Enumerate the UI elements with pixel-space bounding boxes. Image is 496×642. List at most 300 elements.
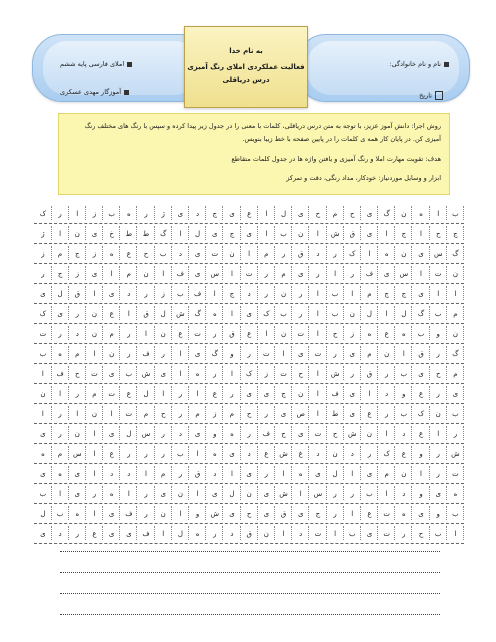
grid-cell[interactable]: ی bbox=[34, 290, 51, 298]
grid-cell[interactable]: ط bbox=[137, 230, 154, 238]
grid-cell[interactable]: ت bbox=[258, 350, 275, 358]
grid-cell[interactable]: د bbox=[292, 530, 309, 538]
grid-cell[interactable]: ی bbox=[34, 530, 51, 538]
grid-cell[interactable]: س bbox=[137, 430, 154, 438]
grid-cell[interactable]: ت bbox=[34, 330, 51, 338]
grid-cell[interactable]: ا bbox=[189, 490, 206, 498]
grid-cell[interactable]: ا bbox=[189, 450, 206, 458]
grid-cell[interactable]: ت bbox=[447, 470, 464, 478]
grid-cell[interactable]: و bbox=[412, 490, 429, 498]
grid-cell[interactable]: ع bbox=[395, 450, 412, 458]
word-search-grid[interactable] bbox=[34, 204, 464, 544]
grid-cell[interactable]: ی bbox=[344, 390, 361, 398]
grid-cell[interactable]: س bbox=[69, 450, 86, 458]
grid-cell[interactable]: ف bbox=[361, 270, 378, 278]
grid-cell[interactable]: ق bbox=[223, 330, 240, 338]
name-field[interactable] bbox=[389, 60, 449, 68]
grid-cell[interactable]: د bbox=[223, 530, 240, 538]
grid-cell[interactable]: ق bbox=[412, 350, 429, 358]
grid-cell[interactable]: د bbox=[309, 450, 326, 458]
grid-cell[interactable]: ی bbox=[189, 270, 206, 278]
grid-cell[interactable]: ب bbox=[447, 410, 464, 418]
grid-cell[interactable]: ق bbox=[361, 370, 378, 378]
grid-cell[interactable]: ا bbox=[206, 290, 223, 298]
grid-cell[interactable]: ا bbox=[361, 250, 378, 258]
grid-cell[interactable]: ی bbox=[155, 490, 172, 498]
grid-cell[interactable]: ح bbox=[430, 370, 447, 378]
grid-cell[interactable]: ح bbox=[327, 330, 344, 338]
grid-cell[interactable]: ا bbox=[430, 290, 447, 298]
grid-cell[interactable]: ه bbox=[103, 490, 120, 498]
grid-cell[interactable]: ج bbox=[378, 290, 395, 298]
grid-cell[interactable]: ا bbox=[412, 270, 429, 278]
grid-cell[interactable]: ک bbox=[344, 250, 361, 258]
grid-cell[interactable]: ت bbox=[378, 530, 395, 538]
grid-cell[interactable]: ر bbox=[258, 470, 275, 478]
grid-cell[interactable]: ر bbox=[327, 250, 344, 258]
grid-cell[interactable]: ه bbox=[189, 370, 206, 378]
grid-cell[interactable]: ن bbox=[395, 470, 412, 478]
grid-cell[interactable]: ل bbox=[155, 310, 172, 318]
grid-cell[interactable]: ش bbox=[447, 450, 464, 458]
grid-cell[interactable]: ا bbox=[172, 350, 189, 358]
grid-cell[interactable]: ر bbox=[172, 410, 189, 418]
grid-cell[interactable]: ی bbox=[378, 270, 395, 278]
grid-cell[interactable]: ع bbox=[258, 450, 275, 458]
grid-cell[interactable]: ب bbox=[275, 230, 292, 238]
grid-cell[interactable]: ن bbox=[86, 330, 103, 338]
grid-cell[interactable]: د bbox=[120, 290, 137, 298]
grid-cell[interactable]: ح bbox=[137, 250, 154, 258]
grid-cell[interactable]: ر bbox=[155, 430, 172, 438]
grid-cell[interactable]: ی bbox=[241, 390, 258, 398]
grid-cell[interactable]: ق bbox=[292, 250, 309, 258]
grid-cell[interactable]: د bbox=[395, 490, 412, 498]
grid-cell[interactable]: ن bbox=[361, 430, 378, 438]
grid-cell[interactable]: ن bbox=[34, 390, 51, 398]
grid-cell[interactable]: ا bbox=[137, 330, 154, 338]
grid-cell[interactable]: ر bbox=[327, 510, 344, 518]
grid-cell[interactable]: ر bbox=[378, 370, 395, 378]
grid-cell[interactable]: ن bbox=[86, 410, 103, 418]
grid-cell[interactable]: ج bbox=[275, 390, 292, 398]
grid-cell[interactable]: ه bbox=[206, 310, 223, 318]
grid-cell[interactable]: ه bbox=[103, 250, 120, 258]
grid-cell[interactable]: ی bbox=[206, 230, 223, 238]
grid-cell[interactable]: د bbox=[120, 470, 137, 478]
grid-cell[interactable]: د bbox=[172, 430, 189, 438]
grid-cell[interactable]: ب bbox=[327, 310, 344, 318]
grid-cell[interactable]: ر bbox=[120, 330, 137, 338]
grid-cell[interactable]: ز bbox=[34, 250, 51, 258]
grid-cell[interactable]: ا bbox=[34, 370, 51, 378]
grid-cell[interactable]: د bbox=[103, 470, 120, 478]
grid-cell[interactable]: ب bbox=[344, 530, 361, 538]
grid-cell[interactable]: ی bbox=[189, 430, 206, 438]
grid-cell[interactable]: ی bbox=[69, 470, 86, 478]
grid-cell[interactable]: ی bbox=[361, 530, 378, 538]
grid-cell[interactable]: ج bbox=[206, 210, 223, 218]
grid-cell[interactable]: ژ bbox=[34, 230, 51, 238]
grid-cell[interactable]: م bbox=[258, 250, 275, 258]
grid-cell[interactable]: ر bbox=[430, 390, 447, 398]
grid-cell[interactable]: ز bbox=[86, 210, 103, 218]
grid-cell[interactable]: ن bbox=[69, 430, 86, 438]
grid-cell[interactable]: ل bbox=[223, 490, 240, 498]
grid-cell[interactable]: س bbox=[395, 270, 412, 278]
grid-cell[interactable]: ر bbox=[241, 430, 258, 438]
grid-cell[interactable]: ل bbox=[52, 290, 69, 298]
grid-cell[interactable]: ه bbox=[52, 470, 69, 478]
grid-cell[interactable]: ک bbox=[258, 310, 275, 318]
grid-cell[interactable]: و bbox=[430, 330, 447, 338]
grid-cell[interactable]: ک bbox=[34, 210, 51, 218]
grid-cell[interactable]: ت bbox=[241, 270, 258, 278]
grid-cell[interactable]: ر bbox=[275, 250, 292, 258]
grid-cell[interactable]: ف bbox=[258, 430, 275, 438]
grid-cell[interactable]: ا bbox=[378, 310, 395, 318]
grid-cell[interactable]: د bbox=[241, 450, 258, 458]
grid-cell[interactable]: ر bbox=[241, 350, 258, 358]
grid-cell[interactable]: ت bbox=[292, 330, 309, 338]
grid-cell[interactable]: ا bbox=[361, 390, 378, 398]
grid-cell[interactable]: ن bbox=[155, 330, 172, 338]
grid-cell[interactable]: ا bbox=[309, 310, 326, 318]
grid-cell[interactable]: ج bbox=[395, 230, 412, 238]
grid-cell[interactable]: ن bbox=[86, 310, 103, 318]
grid-cell[interactable]: گ bbox=[447, 350, 464, 358]
grid-cell[interactable]: ن bbox=[69, 230, 86, 238]
grid-cell[interactable]: ی bbox=[86, 230, 103, 238]
grid-cell[interactable]: ا bbox=[172, 230, 189, 238]
grid-cell[interactable]: ا bbox=[412, 470, 429, 478]
grid-cell[interactable]: ا bbox=[52, 490, 69, 498]
grid-cell[interactable]: ر bbox=[137, 490, 154, 498]
grid-cell[interactable]: ی bbox=[412, 370, 429, 378]
grid-cell[interactable]: ف bbox=[120, 510, 137, 518]
grid-cell[interactable]: ه bbox=[206, 450, 223, 458]
grid-cell[interactable]: ب bbox=[52, 510, 69, 518]
grid-cell[interactable]: ن bbox=[292, 230, 309, 238]
grid-cell[interactable]: ف bbox=[189, 290, 206, 298]
grid-cell[interactable]: ح bbox=[430, 230, 447, 238]
grid-cell[interactable]: ی bbox=[412, 510, 429, 518]
grid-cell[interactable]: و bbox=[412, 450, 429, 458]
grid-cell[interactable]: ی bbox=[223, 510, 240, 518]
grid-cell[interactable]: ب bbox=[172, 290, 189, 298]
grid-cell[interactable]: ر bbox=[34, 270, 51, 278]
grid-cell[interactable]: ق bbox=[275, 510, 292, 518]
grid-cell[interactable]: ه bbox=[447, 490, 464, 498]
grid-cell[interactable]: ک bbox=[378, 450, 395, 458]
grid-cell[interactable]: ع bbox=[103, 310, 120, 318]
grid-cell[interactable]: ا bbox=[327, 270, 344, 278]
grid-cell[interactable]: ر bbox=[120, 450, 137, 458]
grid-cell[interactable]: م bbox=[69, 350, 86, 358]
grid-cell[interactable]: ر bbox=[327, 490, 344, 498]
grid-cell[interactable]: ر bbox=[430, 450, 447, 458]
grid-cell[interactable]: م bbox=[378, 470, 395, 478]
grid-cell[interactable]: ه bbox=[34, 450, 51, 458]
grid-cell[interactable]: گ bbox=[378, 210, 395, 218]
grid-cell[interactable]: د bbox=[69, 330, 86, 338]
grid-cell[interactable]: ن bbox=[103, 350, 120, 358]
grid-cell[interactable]: ع bbox=[172, 330, 189, 338]
grid-cell[interactable]: ی bbox=[103, 370, 120, 378]
grid-cell[interactable]: م bbox=[361, 350, 378, 358]
grid-cell[interactable]: د bbox=[206, 470, 223, 478]
grid-cell[interactable]: ر bbox=[206, 330, 223, 338]
grid-cell[interactable]: م bbox=[327, 210, 344, 218]
grid-cell[interactable]: ح bbox=[155, 410, 172, 418]
grid-cell[interactable]: ع bbox=[120, 390, 137, 398]
grid-cell[interactable]: ی bbox=[103, 530, 120, 538]
grid-cell[interactable]: ا bbox=[155, 270, 172, 278]
grid-cell[interactable]: ح bbox=[292, 370, 309, 378]
grid-cell[interactable]: ح bbox=[69, 370, 86, 378]
grid-cell[interactable]: م bbox=[275, 270, 292, 278]
grid-cell[interactable]: ت bbox=[309, 430, 326, 438]
grid-cell[interactable]: ن bbox=[223, 250, 240, 258]
grid-cell[interactable]: ا bbox=[292, 490, 309, 498]
grid-cell[interactable]: ی bbox=[189, 350, 206, 358]
grid-cell[interactable]: ج bbox=[52, 270, 69, 278]
grid-cell[interactable]: ا bbox=[344, 510, 361, 518]
grid-cell[interactable]: ه bbox=[395, 510, 412, 518]
grid-cell[interactable]: ش bbox=[172, 310, 189, 318]
grid-cell[interactable]: ز bbox=[344, 330, 361, 338]
grid-cell[interactable]: ب bbox=[120, 370, 137, 378]
grid-cell[interactable]: ز bbox=[206, 410, 223, 418]
grid-cell[interactable]: ی bbox=[275, 410, 292, 418]
grid-cell[interactable]: ر bbox=[172, 390, 189, 398]
grid-cell[interactable]: ا bbox=[86, 510, 103, 518]
grid-cell[interactable]: ن bbox=[378, 350, 395, 358]
grid-cell[interactable]: ی bbox=[361, 470, 378, 478]
grid-cell[interactable]: ز bbox=[69, 270, 86, 278]
grid-cell[interactable]: ب bbox=[361, 490, 378, 498]
grid-cell[interactable]: گ bbox=[189, 310, 206, 318]
grid-cell[interactable]: ب bbox=[327, 290, 344, 298]
grid-cell[interactable]: ا bbox=[52, 230, 69, 238]
grid-cell[interactable]: ب bbox=[447, 210, 464, 218]
grid-cell[interactable]: ر bbox=[69, 390, 86, 398]
grid-cell[interactable]: ز bbox=[86, 250, 103, 258]
grid-cell[interactable]: ع bbox=[206, 390, 223, 398]
grid-cell[interactable]: ی bbox=[258, 390, 275, 398]
grid-cell[interactable]: ل bbox=[395, 310, 412, 318]
grid-cell[interactable]: ت bbox=[275, 370, 292, 378]
grid-cell[interactable]: ص bbox=[292, 410, 309, 418]
grid-cell[interactable]: ر bbox=[172, 470, 189, 478]
grid-cell[interactable]: ا bbox=[223, 310, 240, 318]
grid-cell[interactable]: س bbox=[430, 250, 447, 258]
grid-cell[interactable]: ی bbox=[241, 310, 258, 318]
grid-cell[interactable]: ا bbox=[309, 390, 326, 398]
grid-cell[interactable]: ب bbox=[103, 210, 120, 218]
grid-cell[interactable]: ا bbox=[327, 530, 344, 538]
grid-cell[interactable]: ر bbox=[309, 270, 326, 278]
grid-cell[interactable]: د bbox=[189, 210, 206, 218]
grid-cell[interactable]: ی bbox=[430, 490, 447, 498]
grid-cell[interactable]: ق bbox=[69, 290, 86, 298]
grid-cell[interactable]: ا bbox=[275, 470, 292, 478]
grid-cell[interactable]: ن bbox=[447, 330, 464, 338]
grid-cell[interactable]: ر bbox=[137, 210, 154, 218]
grid-cell[interactable]: ح bbox=[241, 410, 258, 418]
grid-cell[interactable]: ا bbox=[155, 390, 172, 398]
grid-cell[interactable]: ا bbox=[172, 510, 189, 518]
grid-cell[interactable]: ر bbox=[52, 210, 69, 218]
grid-cell[interactable]: س bbox=[309, 490, 326, 498]
grid-cell[interactable]: ج bbox=[223, 230, 240, 238]
grid-cell[interactable]: ا bbox=[223, 270, 240, 278]
grid-cell[interactable]: ع bbox=[86, 530, 103, 538]
grid-cell[interactable]: ت bbox=[103, 390, 120, 398]
grid-cell[interactable]: ر bbox=[258, 290, 275, 298]
grid-cell[interactable]: ر bbox=[137, 450, 154, 458]
grid-cell[interactable]: ی bbox=[292, 430, 309, 438]
grid-cell[interactable]: ی bbox=[103, 510, 120, 518]
grid-cell[interactable]: ش bbox=[344, 430, 361, 438]
grid-cell[interactable]: ر bbox=[344, 370, 361, 378]
grid-cell[interactable]: ن bbox=[395, 210, 412, 218]
writing-line[interactable] bbox=[60, 552, 440, 573]
grid-cell[interactable]: ا bbox=[378, 490, 395, 498]
grid-cell[interactable]: م bbox=[155, 470, 172, 478]
grid-cell[interactable]: ب bbox=[155, 250, 172, 258]
grid-cell[interactable]: ل bbox=[120, 430, 137, 438]
grid-cell[interactable]: ا bbox=[34, 410, 51, 418]
grid-cell[interactable]: ی bbox=[361, 210, 378, 218]
grid-cell[interactable]: ر bbox=[344, 490, 361, 498]
grid-cell[interactable]: د bbox=[378, 390, 395, 398]
grid-cell[interactable]: ی bbox=[120, 530, 137, 538]
grid-cell[interactable]: ا bbox=[137, 470, 154, 478]
grid-cell[interactable]: ا bbox=[103, 270, 120, 278]
grid-cell[interactable]: ب bbox=[447, 510, 464, 518]
grid-cell[interactable]: ه bbox=[189, 530, 206, 538]
grid-cell[interactable]: ی bbox=[69, 490, 86, 498]
grid-cell[interactable]: ن bbox=[137, 270, 154, 278]
grid-cell[interactable]: ر bbox=[120, 350, 137, 358]
grid-cell[interactable]: ا bbox=[344, 290, 361, 298]
grid-cell[interactable]: ع bbox=[241, 330, 258, 338]
grid-cell[interactable]: ا bbox=[395, 350, 412, 358]
grid-cell[interactable]: ا bbox=[189, 390, 206, 398]
grid-cell[interactable]: ر bbox=[292, 310, 309, 318]
grid-cell[interactable]: ا bbox=[86, 470, 103, 478]
grid-cell[interactable]: ز bbox=[155, 290, 172, 298]
grid-cell[interactable]: م bbox=[52, 250, 69, 258]
grid-cell[interactable]: ا bbox=[447, 290, 464, 298]
grid-cell[interactable]: ک bbox=[412, 410, 429, 418]
grid-cell[interactable]: ا bbox=[69, 410, 86, 418]
grid-cell[interactable]: ش bbox=[327, 370, 344, 378]
grid-cell[interactable]: ی bbox=[344, 350, 361, 358]
grid-cell[interactable]: گ bbox=[155, 230, 172, 238]
grid-cell[interactable]: ت bbox=[189, 330, 206, 338]
grid-cell[interactable]: ر bbox=[430, 470, 447, 478]
grid-cell[interactable]: ه bbox=[223, 430, 240, 438]
grid-cell[interactable]: ه bbox=[412, 210, 429, 218]
grid-cell[interactable]: م bbox=[223, 410, 240, 418]
grid-cell[interactable]: ن bbox=[344, 310, 361, 318]
grid-cell[interactable]: ی bbox=[412, 290, 429, 298]
grid-cell[interactable]: ی bbox=[241, 230, 258, 238]
writing-line[interactable] bbox=[60, 573, 440, 594]
grid-cell[interactable]: ت bbox=[120, 410, 137, 418]
grid-cell[interactable]: د bbox=[52, 530, 69, 538]
grid-cell[interactable]: ش bbox=[275, 490, 292, 498]
grid-cell[interactable]: ب bbox=[34, 490, 51, 498]
grid-cell[interactable]: ر bbox=[292, 290, 309, 298]
grid-cell[interactable]: ف bbox=[52, 370, 69, 378]
grid-cell[interactable]: س bbox=[206, 270, 223, 278]
grid-cell[interactable]: خ bbox=[103, 230, 120, 238]
grid-cell[interactable]: ف bbox=[137, 530, 154, 538]
grid-cell[interactable]: ق bbox=[344, 230, 361, 238]
grid-cell[interactable]: ک bbox=[241, 370, 258, 378]
grid-cell[interactable]: ش bbox=[275, 450, 292, 458]
grid-cell[interactable]: ب bbox=[430, 310, 447, 318]
grid-cell[interactable]: ی bbox=[412, 250, 429, 258]
grid-cell[interactable]: ق bbox=[137, 310, 154, 318]
grid-cell[interactable]: ی bbox=[241, 470, 258, 478]
grid-cell[interactable]: ل bbox=[361, 310, 378, 318]
grid-cell[interactable]: ر bbox=[327, 350, 344, 358]
grid-cell[interactable]: ر bbox=[258, 410, 275, 418]
grid-cell[interactable]: ت bbox=[86, 370, 103, 378]
grid-cell[interactable]: ی bbox=[172, 210, 189, 218]
grid-cell[interactable]: م bbox=[447, 310, 464, 318]
grid-cell[interactable]: ع bbox=[412, 390, 429, 398]
grid-cell[interactable]: گ bbox=[447, 250, 464, 258]
grid-cell[interactable]: ر bbox=[258, 270, 275, 278]
grid-cell[interactable]: ا bbox=[241, 250, 258, 258]
grid-cell[interactable]: ا bbox=[447, 530, 464, 538]
grid-cell[interactable]: ل bbox=[327, 470, 344, 478]
grid-cell[interactable]: ب bbox=[172, 450, 189, 458]
grid-cell[interactable]: م bbox=[447, 370, 464, 378]
grid-cell[interactable]: ی bbox=[34, 430, 51, 438]
grid-cell[interactable]: ی bbox=[292, 270, 309, 278]
grid-cell[interactable]: د bbox=[172, 250, 189, 258]
grid-cell[interactable]: ه bbox=[120, 210, 137, 218]
grid-cell[interactable]: ن bbox=[430, 410, 447, 418]
grid-cell[interactable]: ع bbox=[361, 510, 378, 518]
grid-cell[interactable]: ر bbox=[155, 350, 172, 358]
grid-cell[interactable]: ل bbox=[189, 230, 206, 238]
grid-cell[interactable]: و bbox=[189, 510, 206, 518]
grid-cell[interactable]: ا bbox=[223, 370, 240, 378]
grid-cell[interactable]: ا bbox=[120, 490, 137, 498]
grid-cell[interactable]: ی bbox=[52, 310, 69, 318]
grid-cell[interactable]: ر bbox=[86, 490, 103, 498]
grid-cell[interactable]: ف bbox=[172, 270, 189, 278]
grid-cell[interactable]: ی bbox=[292, 510, 309, 518]
grid-cell[interactable]: ب bbox=[395, 410, 412, 418]
grid-cell[interactable]: ا bbox=[378, 230, 395, 238]
grid-cell[interactable]: ح bbox=[344, 210, 361, 218]
grid-cell[interactable]: ج bbox=[447, 230, 464, 238]
grid-cell[interactable]: ر bbox=[137, 290, 154, 298]
grid-cell[interactable]: ع bbox=[103, 450, 120, 458]
grid-cell[interactable]: ر bbox=[206, 530, 223, 538]
grid-cell[interactable]: ا bbox=[309, 230, 326, 238]
grid-cell[interactable]: ی bbox=[258, 490, 275, 498]
grid-cell[interactable]: ن bbox=[241, 490, 258, 498]
